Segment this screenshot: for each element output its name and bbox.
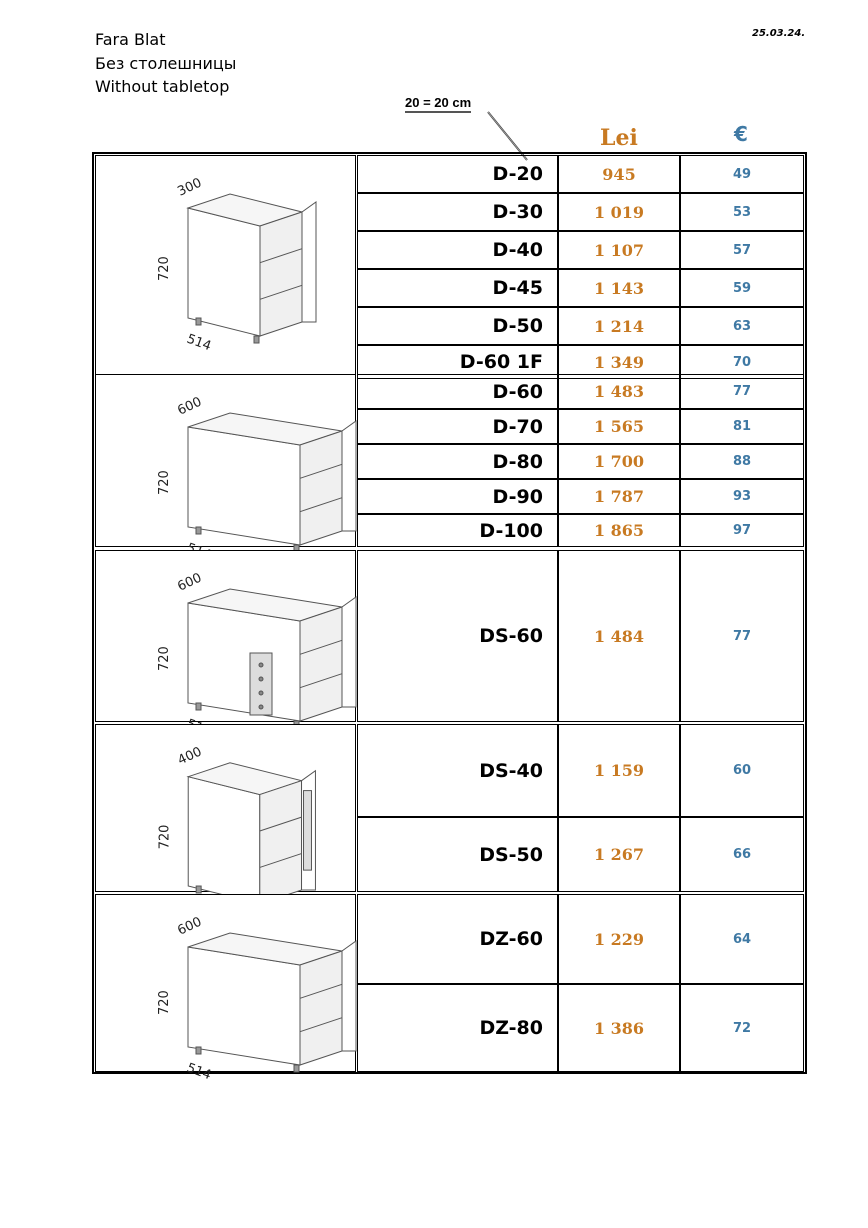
dimension-width: 600 [175, 914, 205, 939]
product-code: D-50 [357, 307, 558, 345]
cabinet-drawing [96, 895, 354, 1084]
price-eur: 53 [680, 193, 804, 231]
price-eur: 59 [680, 269, 804, 307]
dimension-depth: 514 [184, 1060, 214, 1084]
dimension-width: 600 [175, 570, 205, 595]
cabinet-image-cell [95, 724, 356, 892]
cabinet-image-cell [95, 894, 356, 1084]
price-lei: 1 159 [558, 724, 680, 817]
product-code: D-80 [357, 444, 558, 479]
price-lei: 1 565 [558, 409, 680, 444]
product-code: D-20 [357, 155, 558, 193]
date-label: 25.03.24. [752, 28, 806, 39]
dimension-height: 720 [157, 646, 172, 671]
cabinet-image-cell [95, 155, 356, 379]
product-code: D-45 [357, 269, 558, 307]
price-eur: 77 [680, 550, 804, 722]
dimension-height: 720 [157, 824, 173, 850]
price-eur: 64 [680, 894, 804, 984]
title-ru: Без столешницы [95, 54, 237, 73]
product-code: D-60 [357, 374, 558, 409]
price-eur: 70 [680, 345, 804, 379]
price-lei: 1 267 [558, 817, 680, 892]
title-ro: Fara Blat [95, 30, 166, 49]
price-eur: 60 [680, 724, 804, 817]
dimension-height: 720 [157, 470, 172, 495]
product-code: D-30 [357, 193, 558, 231]
product-code: DS-40 [357, 724, 558, 817]
price-eur: 88 [680, 444, 804, 479]
price-eur: 63 [680, 307, 804, 345]
price-lei: 1 484 [558, 550, 680, 722]
price-eur: 72 [680, 984, 804, 1072]
cabinet-drawing [96, 375, 354, 544]
product-code: DZ-60 [357, 894, 558, 984]
cabinet-drawing [96, 725, 354, 889]
product-code: DZ-80 [357, 984, 558, 1072]
price-lei: 1 214 [558, 307, 680, 345]
price-lei: 1 143 [558, 269, 680, 307]
product-code: D-100 [357, 514, 558, 547]
price-eur: 81 [680, 409, 804, 444]
price-eur: 57 [680, 231, 804, 269]
price-eur: 97 [680, 514, 804, 547]
product-code: D-90 [357, 479, 558, 514]
price-lei: 1 107 [558, 231, 680, 269]
header-lei: Lei [600, 125, 638, 151]
title-en: Without tabletop [95, 77, 230, 96]
product-code: D-70 [357, 409, 558, 444]
price-lei: 1 787 [558, 479, 680, 514]
cabinet-drawing [96, 156, 354, 376]
dimension-depth: 514 [184, 331, 214, 355]
dimension-width: 400 [175, 744, 205, 769]
dimension-width: 600 [175, 394, 205, 419]
price-eur: 93 [680, 479, 804, 514]
cabinet-image-cell [95, 374, 356, 547]
price-lei: 1 349 [558, 345, 680, 379]
price-lei: 1 483 [558, 374, 680, 409]
price-lei: 1 700 [558, 444, 680, 479]
cabinet-image-cell [95, 550, 356, 722]
product-code: DS-60 [357, 550, 558, 722]
price-eur: 66 [680, 817, 804, 892]
product-code: D-60 1F [357, 345, 558, 379]
price-lei: 1 386 [558, 984, 680, 1072]
dimension-height: 720 [157, 256, 172, 281]
product-code: DS-50 [357, 817, 558, 892]
price-lei: 1 229 [558, 894, 680, 984]
header-eur: € [734, 122, 748, 146]
price-lei: 1 019 [558, 193, 680, 231]
dimension-width: 300 [175, 175, 205, 200]
price-eur: 77 [680, 374, 804, 409]
product-code: D-40 [357, 231, 558, 269]
cabinet-drawing [96, 551, 354, 719]
price-lei: 1 865 [558, 514, 680, 547]
scale-note: 20 = 20 cm [405, 95, 471, 113]
price-eur: 49 [680, 155, 804, 193]
price-lei: 945 [558, 155, 680, 193]
dimension-height: 720 [157, 990, 172, 1015]
